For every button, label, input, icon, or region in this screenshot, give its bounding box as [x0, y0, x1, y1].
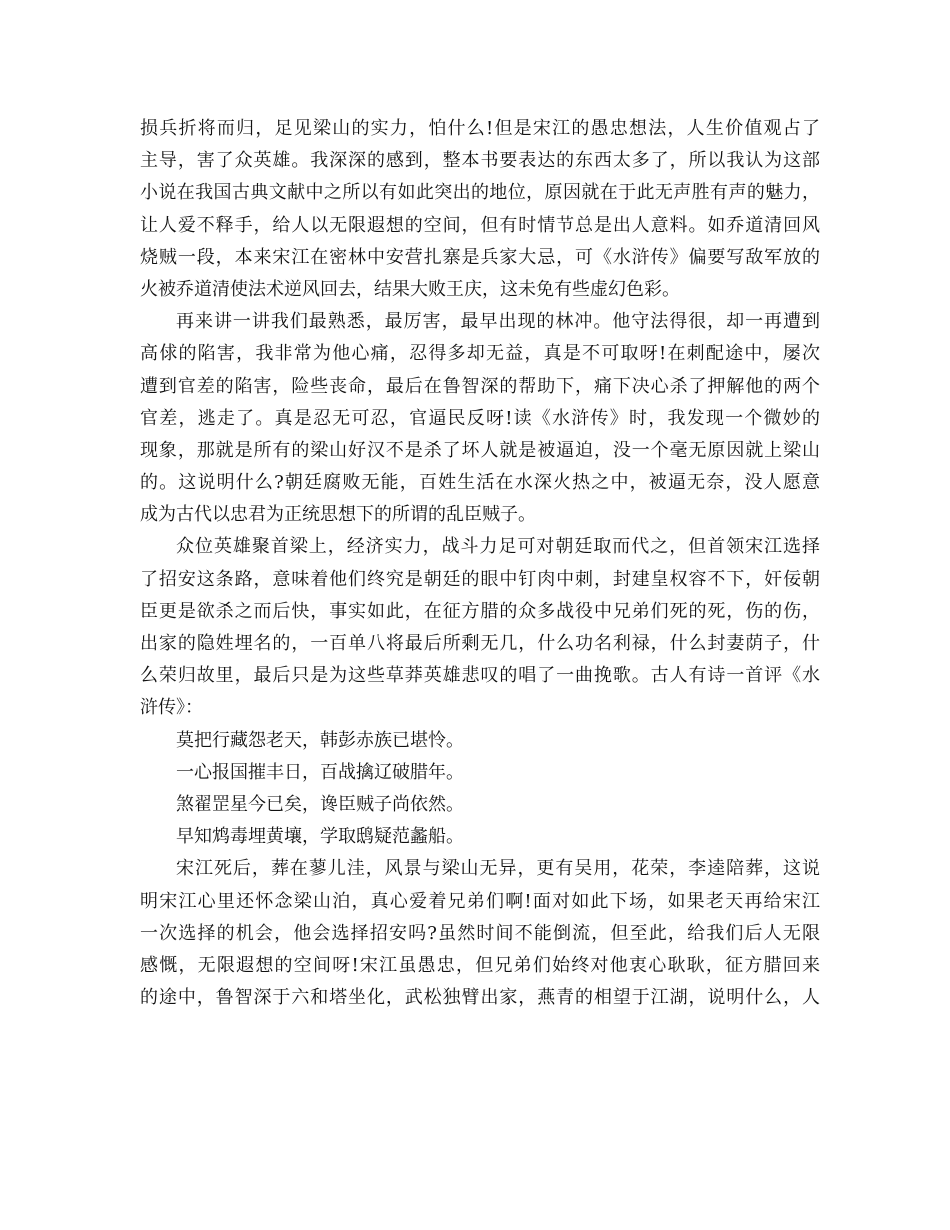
text-line: 感慨，无限遐想的空间呀!宋江虽愚忠，但兄弟们始终对他衷心耿耿，征方腊回来 [140, 954, 820, 976]
text-line: 宋江死后，葬在蓼儿洼，风景与梁山无异，更有吴用，花荣，李逵陪葬，这说 [176, 858, 820, 880]
text-line: 众位英雄聚首梁上，经济实力，战斗力足可对朝廷取而代之，但首领宋江选择 [176, 536, 820, 558]
text-line: 煞翟罡星今已矣，谗臣贼子尚依然。 [176, 793, 464, 815]
text-line: 成为古代以忠君为正统思想下的所谓的乱臣贼子。 [140, 504, 536, 526]
text-line: 臣更是欲杀之而后快，事实如此，在征方腊的众多战役中兄弟们死的死，伤的伤， [140, 600, 820, 622]
text-line: 遭到官差的陷害，险些丧命，最后在鲁智深的帮助下，痛下决心杀了押解他的两个 [140, 375, 820, 397]
text-line: 莫把行藏怨老天，韩彭赤族已堪怜。 [176, 729, 464, 751]
text-line: 再来讲一讲我们最熟悉，最厉害，最早出现的林冲。他守法得很，却一再遭到 [176, 311, 820, 333]
text-line: 小说在我国古典文献中之所以有如此突出的地位，原因就在于此无声胜有声的魅力， [140, 182, 820, 204]
text-line: 让人爱不释手，给人以无限遐想的空间，但有时情节总是出人意料。如乔道清回风 [140, 214, 820, 236]
text-line: 早知鸩毒埋黄壤，学取鸱疑范蠡船。 [176, 826, 464, 848]
text-line: 高俅的陷害，我非常为他心痛，忍得多却无益，真是不可取呀!在刺配途中，屡次 [140, 343, 820, 365]
text-line: 了招安这条路，意味着他们终究是朝廷的眼中钉肉中刺，封建皇权容不下，奸佞朝 [140, 568, 820, 590]
document-page [140, 113, 820, 1014]
text-line: 明宋江心里还怀念梁山泊，真心爱着兄弟们啊!面对如此下场，如果老天再给宋江 [140, 890, 820, 912]
text-line: 烧贼一段，本来宋江在密林中安营扎寨是兵家大忌，可《水浒传》偏要写敌军放的 [140, 246, 820, 268]
text-line: 一次选择的机会，他会选择招安吗?虽然时间不能倒流，但至此，给我们后人无限 [140, 922, 820, 944]
text-line: 主导，害了众英雄。我深深的感到，整本书要表达的东西太多了，所以我认为这部 [140, 150, 820, 172]
text-line: 的途中，鲁智深于六和塔坐化，武松独臂出家，燕青的相望于江湖，说明什么，人 [140, 987, 820, 1009]
text-line: 么荣归故里，最后只是为这些草莽英雄悲叹的唱了一曲挽歌。古人有诗一首评《水 [140, 665, 820, 687]
text-line: 火被乔道清使法术逆风回去，结果大败王庆，这未免有些虚幻色彩。 [140, 278, 680, 300]
text-line: 出家的隐姓埋名的，一百单八将最后所剩无几，什么功名利禄，什么封妻荫子，什 [140, 633, 820, 654]
text-line: 一心报国摧丰日，百战擒辽破腊年。 [176, 761, 464, 783]
text-line: 的。这说明什么?朝廷腐败无能，百姓生活在水深火热之中，被逼无奈，没人愿意 [140, 472, 820, 494]
text-line: 官差，逃走了。真是忍无可忍，官逼民反呀!读《水浒传》时，我发现一个微妙的 [140, 407, 820, 429]
text-line: 损兵折将而归，足见梁山的实力，怕什么!但是宋江的愚忠想法，人生价值观占了 [140, 118, 820, 139]
text-line: 浒传》： [140, 697, 203, 719]
text-line: 现象，那就是所有的梁山好汉不是杀了坏人就是被逼迫，没一个毫无原因就上梁山 [140, 439, 820, 461]
